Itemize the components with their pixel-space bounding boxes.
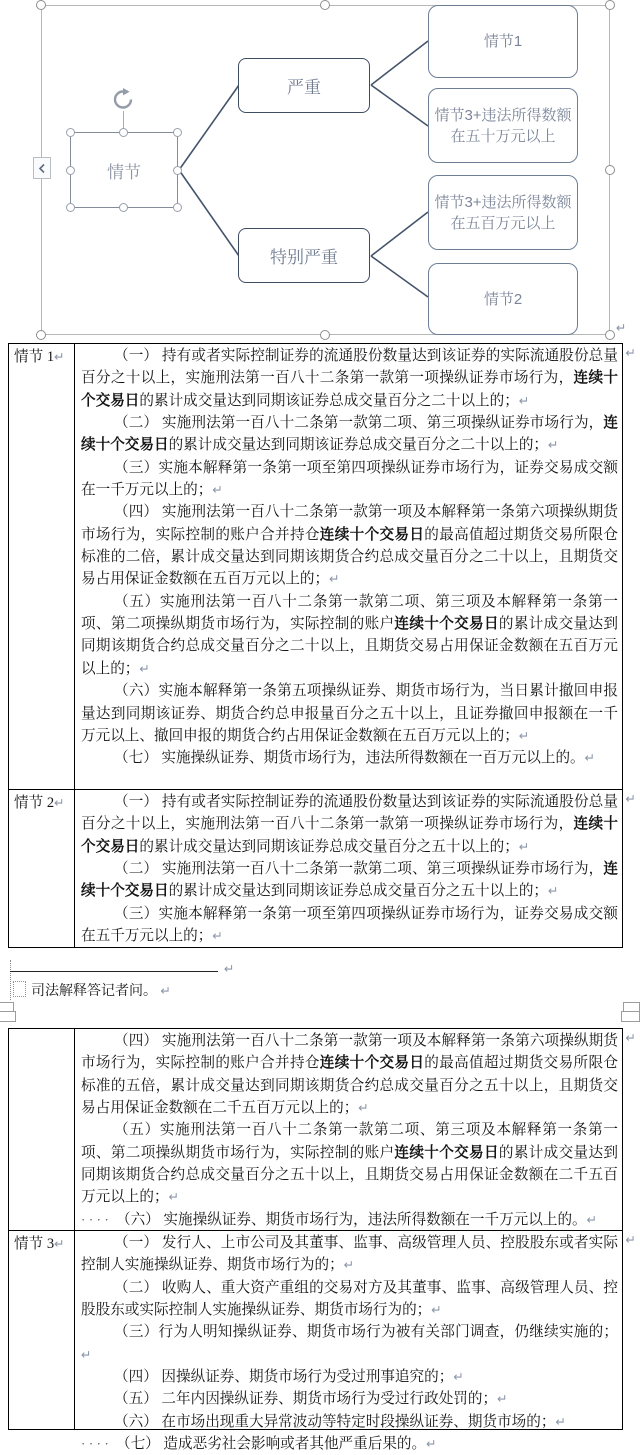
paragraph-mark: ↵ <box>54 349 65 364</box>
page-edge-marker-left <box>0 1011 16 1022</box>
text-run: （六）实施本解释第一条第五项操纵证券、期货市场行为，当日累计撤回申报量达到同期该证券、期货合约总申报量百分之五十以上，且证券撤回申报额在一千万元以上、撤回申报的期货合约占用保证金数额在五百万元以上的； <box>81 683 618 744</box>
shape-label: 情节2 <box>483 290 523 308</box>
paragraph-mark: ↵ <box>616 320 627 335</box>
paragraph <box>81 903 618 948</box>
text-run: （五）实施刑法第一百八十二条第一款第二项、第三项及本解释第一条第一项、第二项操纵期货市场行为，实际控制的账户 <box>81 593 618 633</box>
paragraph <box>81 1119 618 1208</box>
bold-text-run: 连续十个交易日 <box>81 816 618 855</box>
paragraph <box>81 1277 618 1322</box>
paragraph <box>81 858 618 903</box>
paragraph <box>81 680 618 747</box>
paragraph-mark: ↵ <box>518 392 530 408</box>
shape-handle[interactable] <box>66 166 75 175</box>
paragraph-mark: ↵ <box>426 1436 437 1452</box>
row-label-cell[interactable] <box>9 1231 75 1429</box>
row-label-cell[interactable] <box>9 1029 75 1230</box>
row-label-cell[interactable] <box>9 790 75 947</box>
text-run: 的累计成交量达到同期该证券总成交量百分之二十以上的； <box>168 437 549 454</box>
text-run: （二） 实施刑法第一百八十二条第一款第二项、第三项操纵证券市场行为， <box>114 415 604 432</box>
paragraph-mark: ↵ <box>497 1391 508 1407</box>
end-of-row-mark: ↵ <box>625 791 636 806</box>
text-run: （六） 在市场出现重大异常波动等特定时段操纵证券、期货市场的； <box>114 1413 556 1430</box>
text-run: （四） 实施刑法第一百八十二条第一款第一项及本解释第一条第六项操纵期货市场行为，实际控制的账户合并持仓 <box>81 504 618 543</box>
shape-label: 情节1 <box>483 33 523 50</box>
paragraph <box>81 1209 618 1231</box>
shape-branch-especially-serious[interactable] <box>238 228 370 283</box>
paragraph <box>81 1030 618 1119</box>
paragraph-mark: ↵ <box>518 838 530 854</box>
end-of-row-mark: ↵ <box>625 345 636 360</box>
table-row <box>9 790 636 947</box>
paragraph <box>81 1388 618 1410</box>
paragraph <box>81 412 618 457</box>
shape-leaf-3[interactable] <box>428 175 578 250</box>
rotate-handle-icon[interactable] <box>111 87 135 116</box>
shape-handle[interactable] <box>173 128 182 137</box>
text-run: （二） 收购人、重大资产重组的交易对方及其董事、监事、高级管理人员、控股股东或实际控制人实施操纵证券、期货市场行为的； <box>81 1279 618 1319</box>
frame-handle-top-left[interactable] <box>36 0 46 10</box>
paragraph-mark: ↵ <box>224 961 235 976</box>
smartart-diagram[interactable] <box>0 0 637 343</box>
row-content-cell[interactable] <box>75 1029 622 1230</box>
end-of-row-mark: ↵ <box>625 1030 636 1045</box>
table-row <box>9 1231 636 1453</box>
row-label: 情节 1 <box>14 349 55 365</box>
table-row <box>9 1029 636 1231</box>
paragraph-mark: ↵ <box>453 1369 464 1385</box>
text-run: （六） 实施操纵证券、期货市场行为，违法所得数额在一千万元以上的。 <box>112 1211 587 1228</box>
paragraph <box>81 1433 618 1455</box>
paragraph-mark: ↵ <box>584 750 596 766</box>
paragraph-mark: ↵ <box>586 1211 598 1227</box>
frame-handle-bottom-left[interactable] <box>36 330 46 340</box>
text-run: 的累计成交量达到同期该证券总成交量百分之二十以上的； <box>139 392 519 409</box>
row-label: 情节 3 <box>14 1236 55 1252</box>
footnote-reference-box <box>13 981 26 997</box>
paragraph-mark: ↵ <box>431 1302 442 1318</box>
text-run: （一） 持有或者实际控制证券的流通股份数量达到该证券的实际流通股份总量百分之十以上，实施刑法第一百八十二条第一款第一项操纵证券市场行为， <box>81 794 618 833</box>
row-label: 情节 2 <box>14 795 55 811</box>
footnote-text-line[interactable] <box>13 980 171 1000</box>
paragraph-mark: ↵ <box>139 660 150 676</box>
shape-label: 情节3+违法所得数额在五百万元以上 <box>434 193 572 232</box>
shape-leaf-4[interactable] <box>428 263 578 335</box>
bold-text-run: 连续十个交易日 <box>394 1144 499 1161</box>
text-run: （五） 二年内因操纵证券、期货市场行为受过行政处罚的； <box>114 1391 498 1408</box>
paragraph-mark: ↵ <box>518 727 530 743</box>
paragraph-mark: ↵ <box>548 883 559 899</box>
text-run: （五）实施刑法第一百八十二条第一款第二项、第三项及本解释第一条第一项、第二项操纵期货市场行为，实际控制的账户 <box>81 1122 618 1161</box>
shape-handle[interactable] <box>119 128 128 137</box>
row-content-cell[interactable] <box>75 790 622 947</box>
shape-handle[interactable] <box>173 203 182 212</box>
shape-handle[interactable] <box>66 203 75 212</box>
shape-root-label: 情节 <box>107 162 141 182</box>
text-run: 的最高值超过期货交易所限仓标准的五倍，累计成交量达到同期该期货合约总成交量百分之五十以上，且期货交易占用保证金数额在二千五百万元以上的； <box>81 1055 618 1117</box>
footnote-area-boundary <box>10 960 11 1000</box>
paragraph-mark: ↵ <box>54 795 65 810</box>
text-run: （三）实施本解释第一条第一项至第四项操纵证券市场行为，证券交易成交额在一千万元以上的； <box>81 459 618 499</box>
text-run: ···· <box>81 1436 113 1452</box>
bold-text-run: 连续十个交易日 <box>394 616 499 633</box>
paragraph <box>81 1321 618 1366</box>
paragraph <box>81 591 618 680</box>
paragraph <box>81 1411 618 1433</box>
paragraph-mark: ↵ <box>212 482 223 498</box>
text-run: 的最高值超过期货交易所限仓标准的二倍，累计成交量达到同期该期货合约总成交量百分之二十以上，且期货交易占用保证金数额在五百万元以上的； <box>81 526 618 588</box>
shape-label: 情节3+违法所得数额在五十万元以上 <box>434 106 572 145</box>
frame-handle-bottom-center[interactable] <box>320 330 330 340</box>
text-run: （三）行为人明知操纵证券、期货市场行为被有关部门调查，仍继续实施的； <box>114 1324 618 1341</box>
text-run: （三）实施本解释第一条第一项至第四项操纵证券市场行为，证券交易成交额在五千万元以上的； <box>81 905 618 945</box>
shape-leaf-1[interactable] <box>428 5 578 78</box>
text-run: （七） 造成恶劣社会影响或者其他严重后果的。 <box>112 1436 427 1453</box>
shape-label: 严重 <box>287 78 321 97</box>
text-run: ···· <box>81 1211 113 1227</box>
frame-handle-middle-right[interactable] <box>605 165 615 175</box>
bold-text-run: 连续十个交易日 <box>81 415 618 454</box>
paragraph-mark: ↵ <box>548 437 559 453</box>
text-run: （四） 因操纵证券、期货市场行为受过刑事追究的； <box>114 1369 454 1386</box>
footnote-text: 司法解释答记者问。 <box>31 984 157 999</box>
table-circumstances-1 <box>8 343 636 948</box>
row-label-cell[interactable] <box>9 344 75 789</box>
paragraph-mark: ↵ <box>212 928 223 944</box>
paragraph-mark: ↵ <box>343 1257 355 1273</box>
shape-handle[interactable] <box>66 128 75 137</box>
shape-branch-serious[interactable] <box>238 58 370 113</box>
shape-root[interactable] <box>70 132 178 208</box>
paragraph <box>81 457 618 502</box>
text-pane-toggle-button[interactable] <box>33 157 51 179</box>
footnote-separator-line <box>10 971 218 972</box>
bold-text-run: 连续十个交易日 <box>81 861 618 900</box>
paragraph-mark: ↵ <box>358 1100 369 1116</box>
text-run: （二） 实施刑法第一百八十二条第一款第二项、第三项操纵证券市场行为， <box>114 861 604 878</box>
paragraph-mark: ↵ <box>160 983 171 998</box>
paragraph <box>81 747 618 769</box>
paragraph-mark: ↵ <box>555 1413 566 1429</box>
chevron-left-icon <box>38 163 46 174</box>
text-run: （一） 发行人、上市公司及其董事、监事、高级管理人员、控股股东或者实际控制人实施操纵证券、期货市场行为的； <box>81 1235 618 1274</box>
paragraph-mark: ↵ <box>81 1346 92 1362</box>
paragraph-mark: ↵ <box>329 571 340 587</box>
row-content-cell[interactable] <box>75 1231 622 1453</box>
paragraph <box>81 1366 618 1388</box>
text-run: （四） 实施刑法第一百八十二条第一款第一项及本解释第一条第六项操纵期货市场行为，实际控制的账户合并持仓 <box>81 1033 618 1072</box>
paragraph <box>81 791 618 858</box>
paragraph <box>81 345 618 412</box>
paragraph <box>81 501 618 590</box>
text-run: （一） 持有或者实际控制证券的流通股份数量达到该证券的实际流通股份总量百分之十以上，实施刑法第一百八十二条第一款第一项操纵证券市场行为， <box>81 348 618 387</box>
frame-handle-top-right[interactable] <box>605 0 615 10</box>
end-of-row-mark: ↵ <box>625 1232 636 1247</box>
table-row <box>9 344 636 790</box>
shape-leaf-2[interactable] <box>428 88 578 163</box>
bold-text-run: 连续十个交易日 <box>81 370 618 409</box>
text-run: 的累计成交量达到同期该证券总成交量百分之五十以上的； <box>168 883 549 900</box>
page-edge-marker-right <box>621 1011 640 1022</box>
shape-handle[interactable] <box>119 203 128 212</box>
bold-text-run: 连续十个交易日 <box>319 526 425 543</box>
shape-label: 特别严重 <box>270 248 338 267</box>
bold-text-run: 连续十个交易日 <box>319 1055 425 1072</box>
paragraph-mark: ↵ <box>168 1189 180 1205</box>
text-run: （七） 实施操纵证券、期货市场行为，违法所得数额在一百万元以上的。 <box>114 750 585 767</box>
text-run: 的累计成交量达到同期该期货合约总成交量百分之二十以上，且期货交易占用保证金数额在五百万元以上的； <box>81 616 618 677</box>
paragraph-mark: ↵ <box>54 1236 65 1251</box>
table-circumstances-2 <box>8 1028 636 1453</box>
row-content-cell[interactable] <box>75 344 622 789</box>
paragraph <box>81 1232 618 1277</box>
frame-handle-bottom-right[interactable] <box>605 330 615 340</box>
frame-handle-top-center[interactable] <box>320 0 330 10</box>
text-run: 的累计成交量达到同期该期货合约总成交量百分之五十以上，且期货交易占用保证金数额在二千五百万元以上的； <box>81 1144 618 1206</box>
text-run: 的累计成交量达到同期该证券总成交量百分之五十以上的； <box>139 838 519 855</box>
shape-handle[interactable] <box>173 166 182 175</box>
